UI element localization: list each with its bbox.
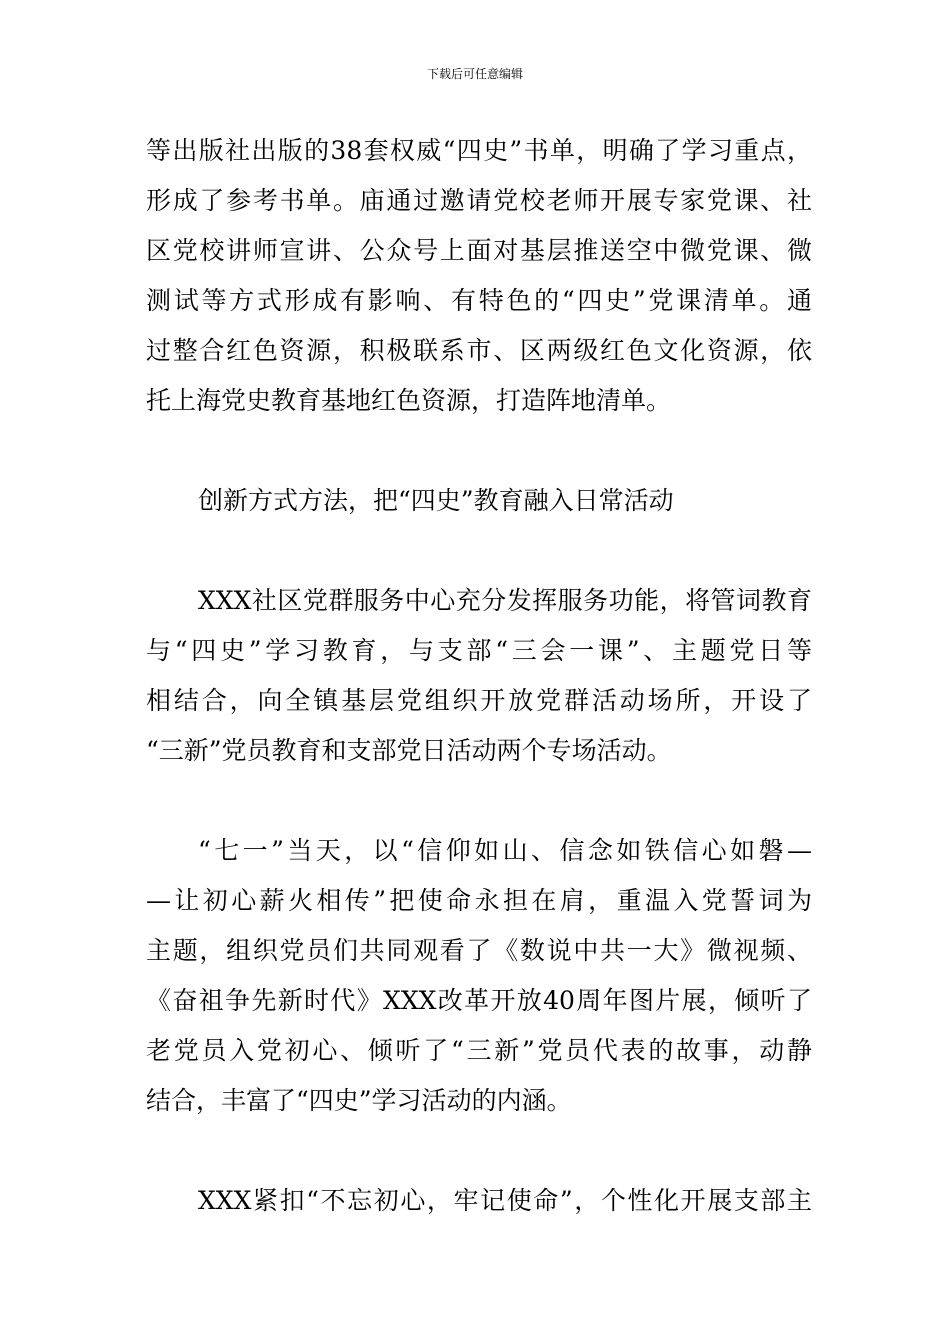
text-line: “七一”当天，以“信仰如山、信念如铁信心如磐— — [198, 836, 812, 865]
text-line: 与“四史”学习教育，与支部“三会一课”、主题党日等 — [146, 636, 812, 665]
text-line: 结合，丰富了“四史”学习活动的内涵。 — [146, 1086, 572, 1115]
text-line: 主题，组织党员们共同观看了《数说中共一大》微视频、 — [146, 936, 812, 965]
document-body — [146, 126, 812, 1226]
text-line: 老党员入党初心、倾听了“三新”党员代表的故事，动静 — [146, 1036, 812, 1065]
paragraph-spacing — [146, 1126, 812, 1176]
text-line: 等出版社出版的38套权威“四史”书单，明确了学习重点， — [146, 136, 812, 165]
text-line: 托上海党史教育基地红色资源，打造阵地清单。 — [146, 386, 672, 415]
paragraph-spacing — [146, 776, 812, 826]
text-line: “三新”党员教育和支部党日活动两个专场活动。 — [146, 736, 672, 765]
text-line: 《奋祖争先新时代》XXX改革开放40周年图片展，倾听了 — [146, 986, 812, 1015]
paragraph-4 — [146, 826, 812, 1126]
text-line: XXX社区党群服务中心充分发挥服务功能，将管词教育 — [198, 586, 812, 615]
text-line: 测试等方式形成有影响、有特色的“四史”党课清单。通 — [146, 286, 812, 315]
text-line: 相结合，向全镇基层党组织开放党群活动场所，开设了 — [146, 686, 812, 715]
paragraph-3 — [146, 576, 812, 776]
text-line: 区党校讲师宣讲、公众号上面对基层推送空中微党课、微 — [146, 236, 812, 265]
paragraph-spacing — [146, 426, 812, 476]
text-line: 形成了参考书单。庙通过邀请党校老师开展专家党课、社 — [146, 186, 812, 215]
paragraph-5 — [146, 1176, 812, 1226]
paragraph-1 — [146, 126, 812, 426]
paragraph-spacing — [146, 526, 812, 576]
text-line: XXX紧扣“不忘初心，牢记使命”，个性化开展支部主 — [198, 1186, 812, 1215]
text-line: —让初心薪火相传”把使命永担在肩，重温入党誓词为 — [146, 886, 812, 915]
page-header: 下载后可任意编辑 — [426, 67, 523, 81]
heading-line: 创新方式方法，把“四史”教育融入日常活动 — [198, 486, 674, 515]
text-line: 过整合红色资源，积极联系市、区两级红色文化资源，依 — [146, 336, 812, 365]
section-heading — [146, 476, 812, 526]
